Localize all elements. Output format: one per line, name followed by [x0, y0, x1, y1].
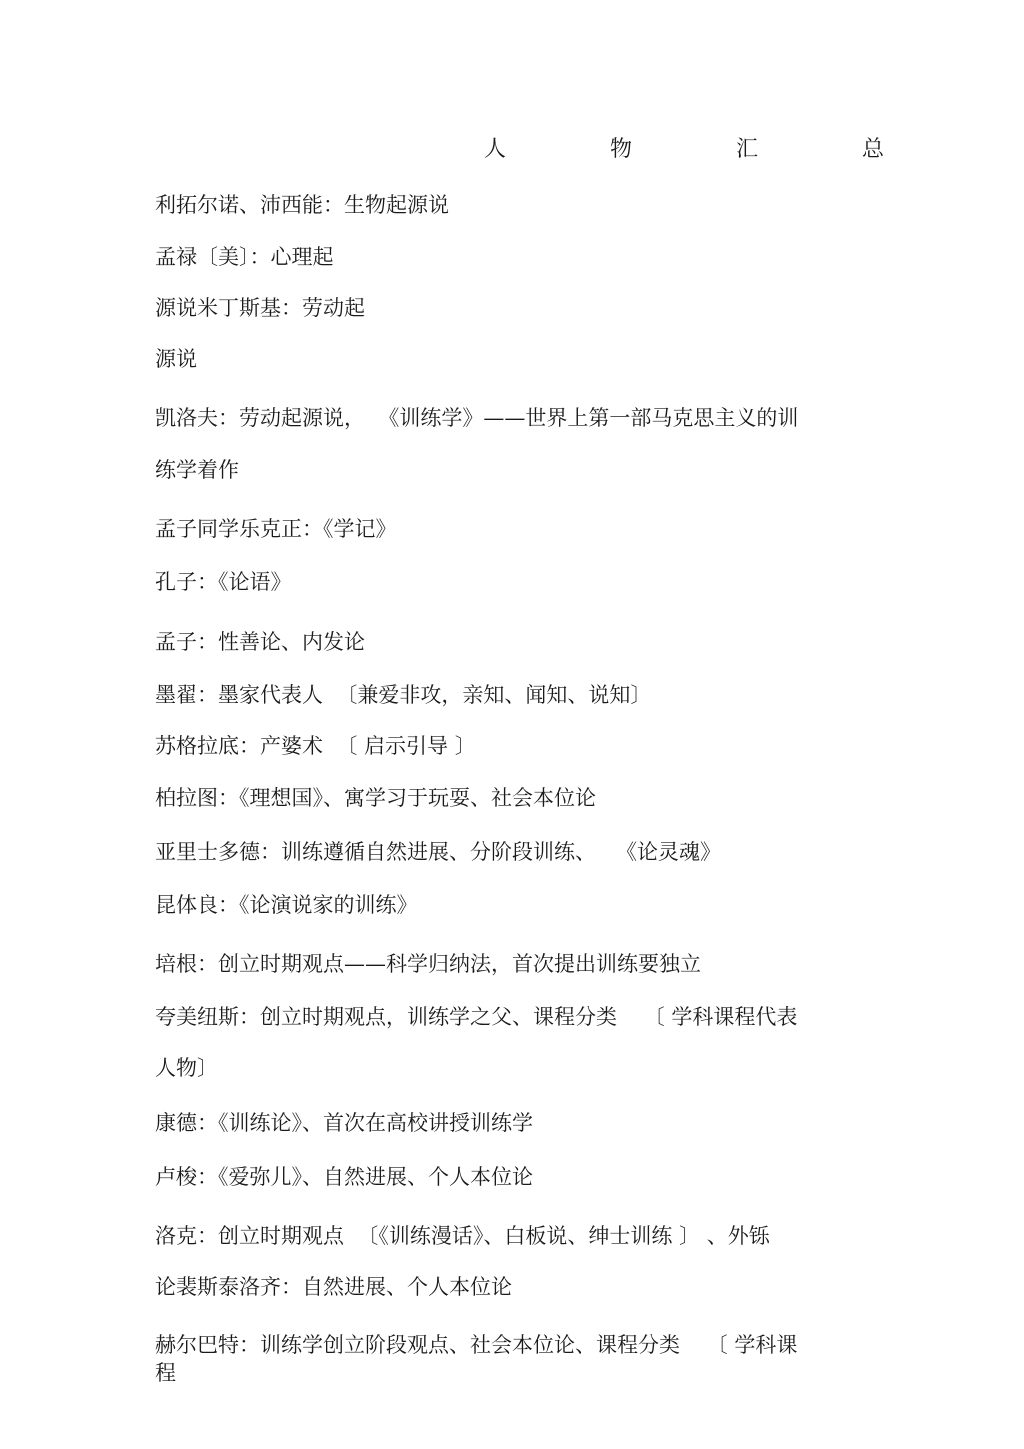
- title-char: 物: [609, 137, 632, 162]
- text-line: 人物〕: [155, 1056, 218, 1080]
- title-char: 汇: [735, 137, 758, 162]
- text-line: 孟子：性善论、内发论: [155, 630, 365, 654]
- text-line: 赫尔巴特：训练学创立阶段观点、社会本位论、课程分类 〔 学科课: [155, 1333, 798, 1357]
- text-line: 墨翟：墨家代表人 〔兼爱非攻，亲知、闻知、说知〕: [155, 683, 652, 707]
- text-line: 柏拉图：《理想国》、寓学习于玩耍、社会本位论: [155, 786, 596, 810]
- text-line: 昆体良：《论演说家的训练》: [155, 893, 418, 917]
- text-line: 凯洛夫：劳动起源说， 《训练学》——世界上第一部马克思主义的训: [155, 406, 799, 430]
- title-char: 总: [861, 137, 884, 162]
- text-line: 论裴斯泰洛齐：自然进展、个人本位论: [155, 1275, 512, 1299]
- text-line: 源说: [155, 347, 197, 371]
- text-line: 源说米丁斯基：劳动起: [155, 296, 365, 320]
- text-line: 夸美纽斯：创立时期观点，训练学之父、课程分类 〔 学科课程代表: [155, 1005, 798, 1029]
- text-line: 亚里士多德：训练遵循自然进展、分阶段训练、 《论灵魂》: [155, 840, 722, 864]
- text-line: 孟禄〔美〕：心理起: [155, 245, 334, 269]
- text-line: 程: [155, 1361, 176, 1385]
- text-line: 孔子：《论语》: [155, 570, 292, 594]
- title-char: 人: [484, 137, 507, 162]
- text-line: 利拓尔诺、沛西能：生物起源说: [155, 193, 449, 217]
- text-line: 练学着作: [155, 458, 239, 482]
- text-line: 孟子同学乐克正：《学记》: [155, 517, 397, 541]
- text-line: 康德：《训练论》、首次在高校讲授训练学: [155, 1111, 533, 1135]
- text-line: 卢梭：《爱弥儿》、自然进展、个人本位论: [155, 1165, 533, 1189]
- text-line: 培根：创立时期观点——科学归纳法，首次提出训练要独立: [155, 952, 701, 976]
- page-title: [484, 134, 884, 166]
- text-line: 苏格拉底：产婆术 〔 启示引导 〕: [155, 734, 476, 758]
- text-line: 洛克：创立时期观点 〔《训练漫话》、白板说、绅士训练 〕 、外铄: [155, 1224, 770, 1248]
